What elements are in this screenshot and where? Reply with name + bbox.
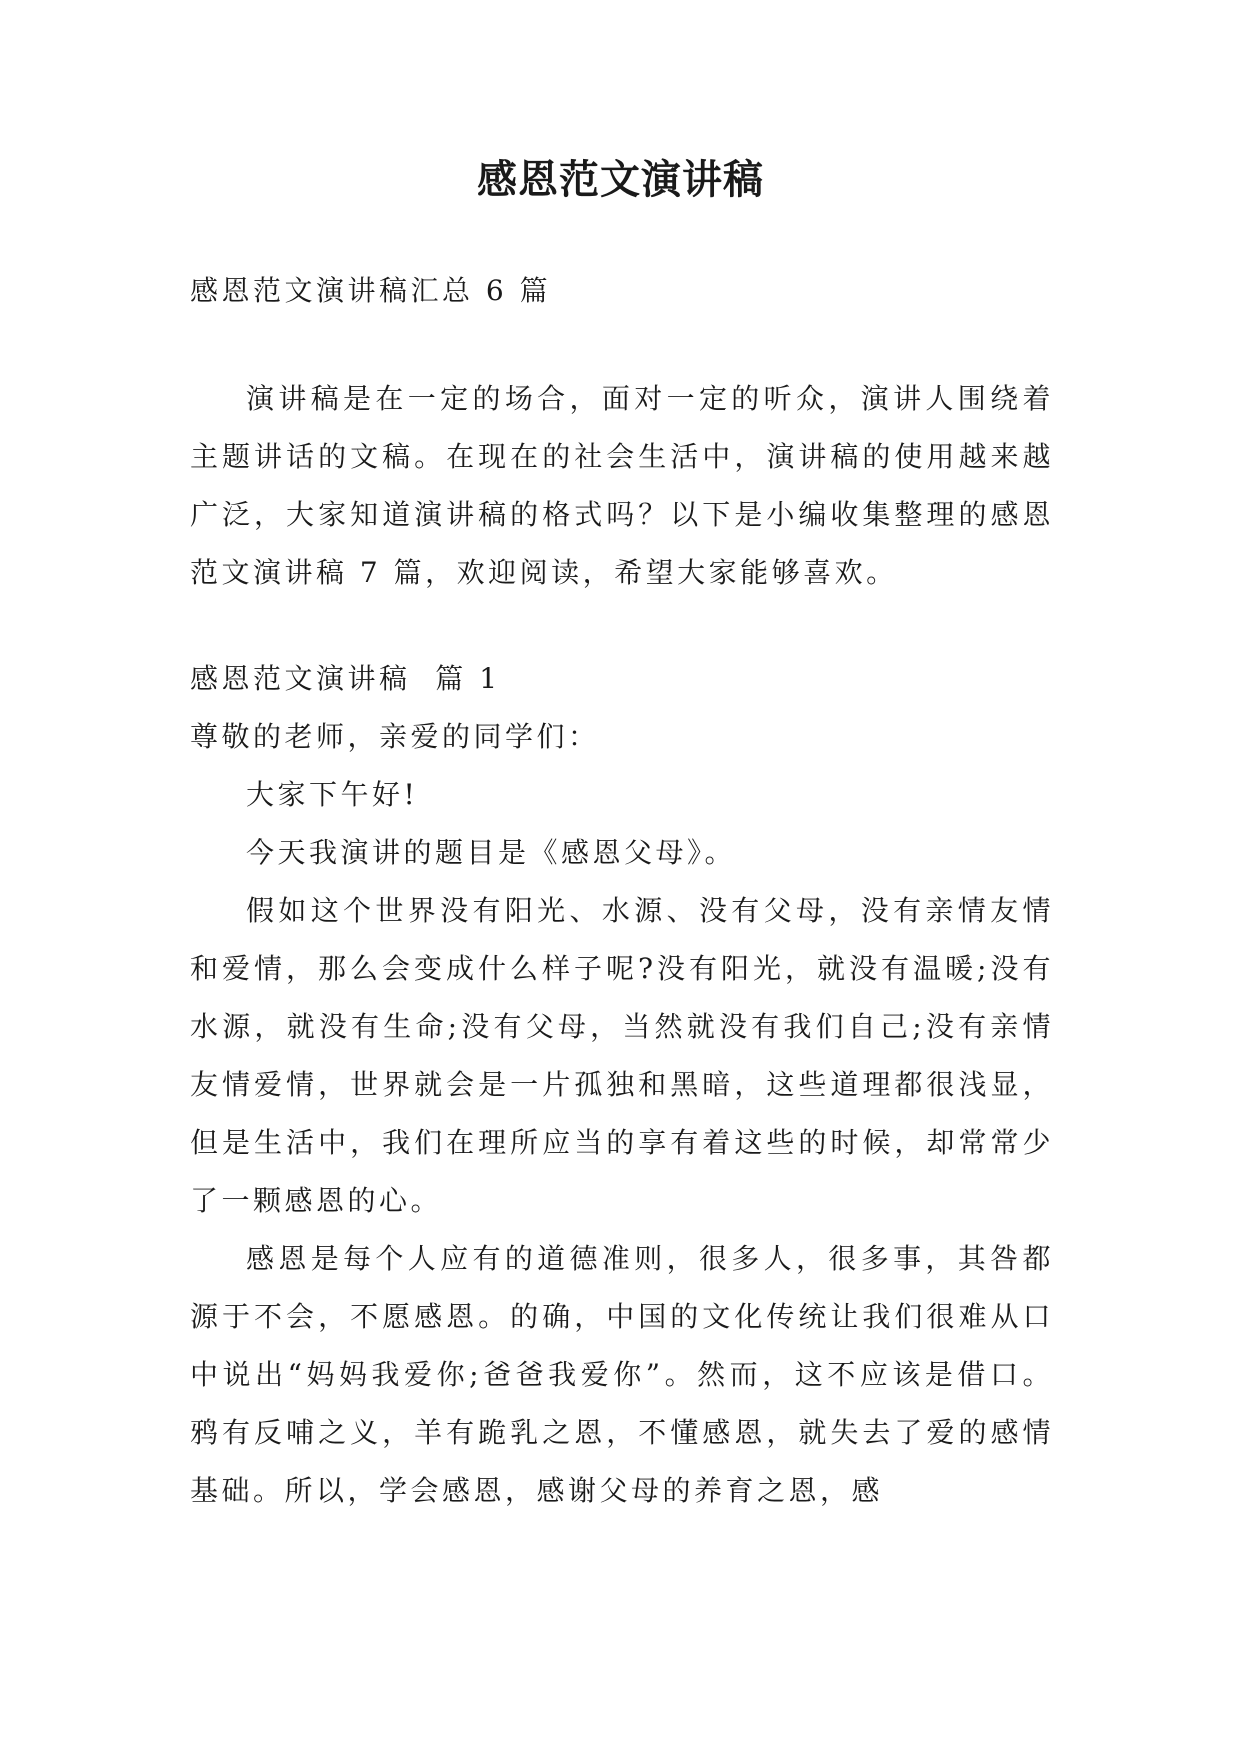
salutation: 尊敬的老师，亲爱的同学们： — [190, 720, 600, 753]
section-heading: 感恩范文演讲稿 篇 1 — [190, 662, 501, 695]
document-body — [190, 262, 1054, 1520]
body-paragraph-2: 感恩是每个人应有的道德准则，很多人，很多事，其咎都源于不会，不愿感恩。的确，中国的文化传统让我们很难从口中说出“妈妈我爱你;爸爸我爱你”。然而，这不应该是借口。鸦有反哺之义，羊有跪乳之恩，不懂感恩，就失去了爱的感情基础。所以，学会感恩，感谢父母的养育之恩，感 — [190, 1242, 1054, 1507]
speech-topic: 今天我演讲的题目是《感恩父母》。 — [246, 836, 737, 869]
greeting: 大家下午好! — [246, 778, 419, 811]
document-title: 感恩范文演讲稿 — [477, 156, 764, 203]
document-subtitle: 感恩范文演讲稿汇总 6 篇 — [190, 274, 552, 307]
intro-paragraph: 演讲稿是在一定的场合，面对一定的听众，演讲人围绕着主题讲话的文稿。在现在的社会生活中，演讲稿的使用越来越广泛，大家知道演讲稿的格式吗？以下是小编收集整理的感恩范文演讲稿 7 篇，欢迎阅读，希望大家能够喜欢。 — [190, 382, 1054, 589]
body-paragraph-1: 假如这个世界没有阳光、水源、没有父母，没有亲情友情和爱情，那么会变成什么样子呢?没有阳光，就没有温暖;没有水源，就没有生命;没有父母，当然就没有我们自己;没有亲情友情爱情，世界就会是一片孤独和黑暗，这些道理都很浅显，但是生活中，我们在理所应当的享有着这些的时候，却常常少了一颗感恩的心。 — [190, 894, 1054, 1217]
